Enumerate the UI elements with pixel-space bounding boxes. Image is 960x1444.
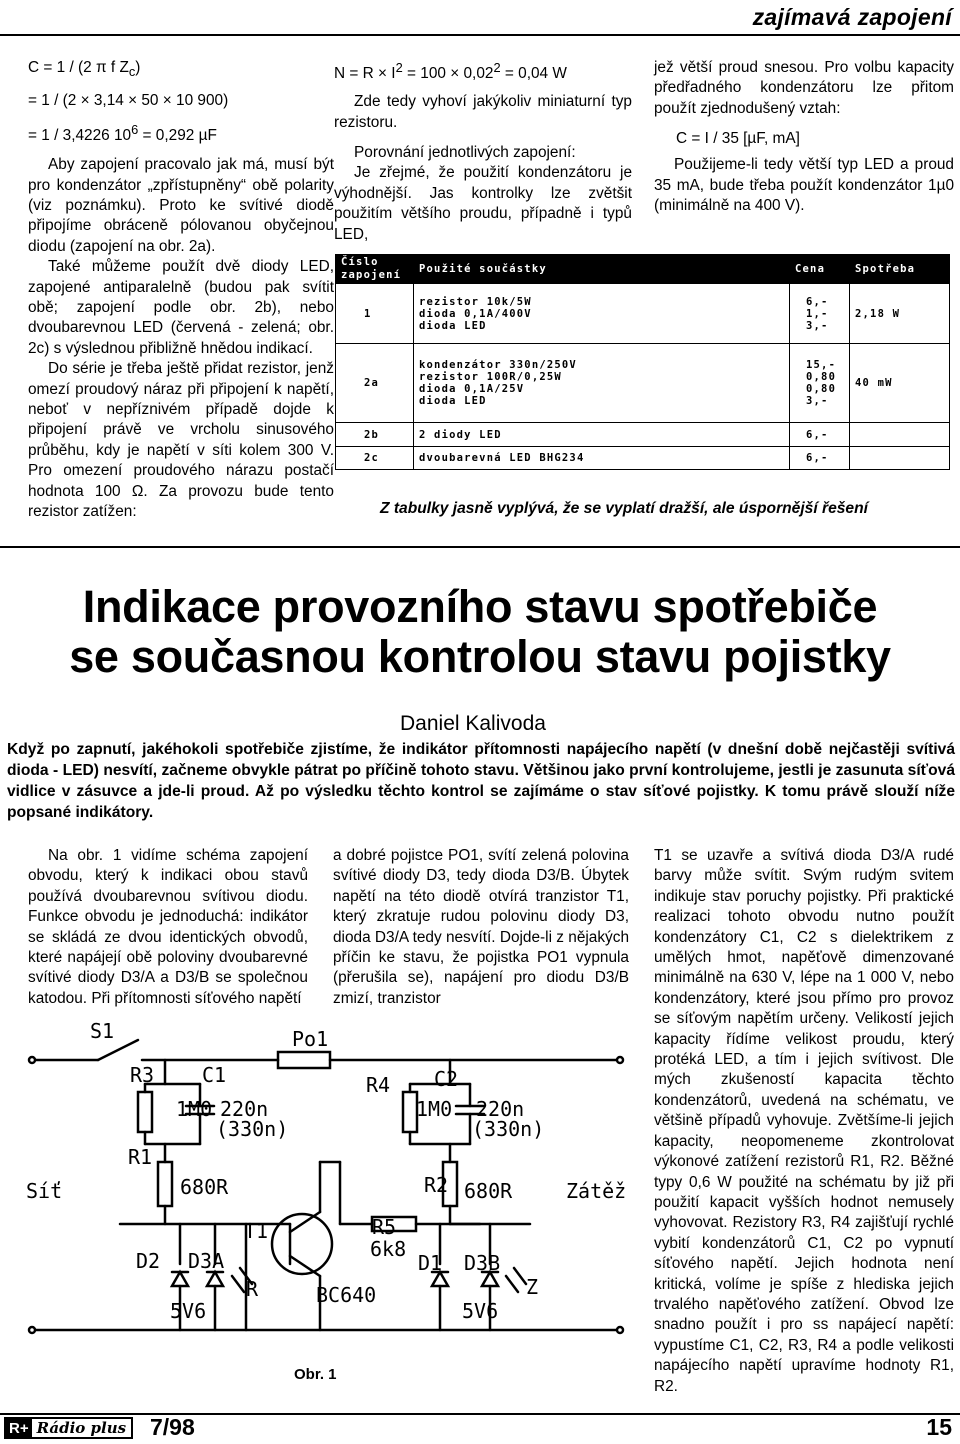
- label-c1: C1: [202, 1063, 227, 1087]
- logo-mark: R+: [6, 1419, 32, 1437]
- table-row: [336, 344, 950, 423]
- table-cell: 2b: [336, 423, 414, 446]
- table-cell: [850, 423, 950, 446]
- label-led-r: R: [246, 1277, 259, 1301]
- table-header: Použité součástky: [414, 255, 790, 284]
- label-s1: S1: [90, 1019, 115, 1043]
- header-rule: [0, 34, 960, 36]
- table-caption: Z tabulky jasně vyplývá, že se vyplatí dražší, ale úspornější řešení: [380, 500, 868, 517]
- label-d2: D2: [136, 1249, 161, 1273]
- label-po1: Po1: [292, 1027, 329, 1051]
- comparison-table: [335, 254, 950, 470]
- table-row: [336, 446, 950, 469]
- label-r1-value: 680R: [180, 1175, 229, 1199]
- label-d1-value: 5V6: [462, 1299, 499, 1323]
- label-c1-value: 220n: [220, 1097, 269, 1121]
- table-cell: 1: [336, 284, 414, 344]
- table-cell: rezistor 10k/5W dioda 0,1A/400V dioda LED: [414, 284, 790, 344]
- label-d3b: D3B: [464, 1251, 501, 1275]
- label-c2-value: 220n: [476, 1097, 525, 1121]
- label-c2: C2: [434, 1067, 459, 1091]
- issue-number: 7/98: [150, 1414, 195, 1440]
- logo-name: Rádio plus: [36, 1419, 127, 1437]
- label-c1-alt: (330n): [216, 1117, 289, 1141]
- magazine-logo: [4, 1417, 133, 1439]
- section-title: zajímavá zapojení: [752, 4, 952, 30]
- paragraph: Je zřejmé, že použití kondenzátoru je výhodnější. Jas kontrolky lze zvětšit použitím většího proudu, případně i typů LED,: [334, 164, 632, 243]
- paragraph: Na obr. 1 vidíme schéma zapojení obvodu, který k indikaci obou stavů používá dvoubarevnou svítivou diodu. Funkce obvodu je jednoduchá: indikátor se skládá ze dvou identických obvodů, které napájejí obě poloviny dvoubarevné svítivé diody D3/A a D3/B se společnou katodou. Při přítomnosti síťového napětí: [28, 847, 308, 1007]
- label-r1: R1: [128, 1145, 153, 1169]
- table-cell: [850, 446, 950, 469]
- table-header: Spotřeba: [850, 255, 950, 284]
- table-cell: 6,-: [790, 446, 850, 469]
- article-author: Daniel Kalivoda: [400, 712, 546, 735]
- equation-capacity: C = I / 35 [µF, mA]: [676, 130, 800, 148]
- article-column-1: [28, 846, 308, 1009]
- paragraph: Aby zapojení pracovalo jak má, musí být pro kondenzátor „zpřístupněny“ obě polarity (viz poznámku). Proto ke svítivé diodě připojíme obráceně pólovanou obyčejnou diodu (zapojení na obr. 2a).: [28, 156, 334, 255]
- section-divider: [0, 546, 960, 548]
- top-column-2: [334, 58, 632, 245]
- label-r4: R4: [366, 1073, 391, 1097]
- label-load: Zátěž: [566, 1179, 627, 1203]
- table-cell: 6,-: [790, 423, 850, 446]
- label-d3a: D3A: [188, 1249, 225, 1273]
- table-row: [336, 284, 950, 344]
- table-cell: 6,- 1,- 3,-: [790, 284, 850, 344]
- table-header: Cena: [790, 255, 850, 284]
- table-cell: 2 diody LED: [414, 423, 790, 446]
- table-cell: 40 mW: [850, 344, 950, 423]
- label-d1: D1: [418, 1251, 443, 1275]
- paragraph: Zde tedy vyhoví jakýkoliv miniaturní typ rezistoru.: [334, 93, 632, 131]
- table-row: [336, 423, 950, 446]
- figure-label: Obr. 1: [294, 1366, 337, 1383]
- label-r5-value: 6k8: [370, 1237, 407, 1261]
- top-column-3: [654, 58, 954, 216]
- footer-rule: [0, 1413, 960, 1415]
- paragraph: Také můžeme použít dvě diody LED, zapojené antiparalelně (budou pak svítit obě; zapojení podle obr. 2b), nebo dvoubarevnou LED (červená - zelená; obr. 2c) s výslednou přibližně hnědou indikací.: [28, 258, 334, 357]
- table-cell: dvoubarevná LED BHG234: [414, 446, 790, 469]
- label-led-z: Z: [526, 1275, 539, 1299]
- label-d2-value: 5V6: [170, 1299, 207, 1323]
- equation-2: = 1 / (2 × 3,14 × 50 × 10 900): [28, 92, 229, 110]
- paragraph: Do série je třeba ještě přidat rezistor, jenž omezí proudový náraz při připojení k napětí, neboť v nepříznivém případě dojde k připojení právě ve vrcholu sinusového průběhu, kdy je napětí v síti kolem 300 V. Pro omezení proudového nárazu postačí hodnota 100 Ω. Za provozu bude tento rezistor zatížen:: [28, 360, 334, 521]
- table-cell: 15,- 0,80 0,80 3,-: [790, 344, 850, 423]
- top-column-1: [28, 58, 334, 523]
- label-r3: R3: [130, 1063, 155, 1087]
- label-r2-value: 680R: [464, 1179, 513, 1203]
- article-intro: Když po zapnutí, jakéhokoli spotřebiče zjistíme, že indikátor přítomnosti napájecího napětí (v dnešní době nejčastěji svítivá dioda - LED) nesvítí, začneme obvykle pátrat po příčině tohoto stavu. Většinou jako první kontrolujeme, jestli je zasunuta síťová vidlice v zásuvce a jde-li proud. Až po výsledku těchto kontrol se zajímáme o stav síťové pojistky. K tomu právě slouží níže popsané indikátory.: [7, 741, 955, 821]
- equation-1: C = 1 / (2 π f $Z_c$): [28, 59, 141, 80]
- label-r3-value: 1M0: [176, 1097, 213, 1121]
- label-r4-value: 1M0: [416, 1097, 453, 1121]
- paragraph: a dobré pojistce PO1, svítí zelená polovina svítivé diody D3, tedy dioda D3/B. Úbytek napětí na této diodě otvírá tranzistor T1, který zkratuje rudou polovinu diody D3, dioda D3/A tedy nesvítí. Dojde-li z nějakých příčin ke stavu, že pojistka PO1 vypnula (přerušila se), napájení pro diodu D3/B zmizí, tranzistor: [333, 847, 629, 1007]
- paragraph: jež větší proud snesou. Pro volbu kapacity předřadného kondenzátoru lze přitom použít zjednodušený vztah:: [654, 59, 954, 117]
- equation-power: $N = R \times I^2 = 100 \times 0,02^2 = 0,04$ W: [334, 60, 567, 83]
- label-r5: R5: [372, 1215, 397, 1239]
- label-t1-type: BC640: [316, 1283, 377, 1307]
- paragraph: T1 se uzavře a svítivá dioda D3/A rudé barvy může svítit. Svým rudým svitem indikuje stav poruchy pojistky. Při praktické realizaci tohoto obvodu nutno použít kondenzátory C1, C2 s dielektrikem z umělých hmot, napěťově dimenzované minimálně na 630 V, lépe na 1 000 V, nebo kondenzátory, které jsou přímo pro provoz se síťovým napětím určeny. Velikostí jejich kapacity řídíme velikost proudu, který protéká LED, a tím i jejich svítivost. Dle mých zkušeností kapacita těchto kondenzátorů, uvedená na schématu, ve většině případů vyhovuje. Zvětšíme-li jejich kapacity, neopomeneme zkontrolovat výkonové zatížení rezistorů R1, R2. Běžné typy 0,6 W použité na schématu by již při použití kapacit vyšších hodnot nemusely vyhovovat. Rezistory R3, R4 zajišťují rychlé vybití kondenzátorů C1, C2 po vypnutí síťového napětí. Jejich hodnota není kritická, volíme je spíše z hlediska jejich trvalého napěťového zatížení. Obvod lze snadno použít i pro ss napájecí napětí: vypustíme C1, C2, R3, R4 a podle velikosti napájecího napětí upravíme hodnoty R1, R2.: [654, 847, 954, 1395]
- article-column-2: [333, 846, 629, 1009]
- paragraph: Použijeme-li tedy větší typ LED a proud 35 mA, bude třeba použít kondenzátor 1µ0 (minimálně na 400 V).: [654, 156, 954, 215]
- table-header: Číslo zapojení: [336, 255, 414, 284]
- equation-3: = 1 / 3,4226 $10^6 = 0,292$ µF: [28, 122, 217, 145]
- table-cell: 2,18 W: [850, 284, 950, 344]
- table-cell: kondenzátor 330n/250V rezistor 100R/0,25W dioda 0,1A/25V dioda LED: [414, 344, 790, 423]
- circuit-schematic: [10, 1012, 640, 1372]
- article-column-3: [654, 846, 954, 1397]
- table-cell: 2a: [336, 344, 414, 423]
- label-r2: R2: [424, 1173, 449, 1197]
- label-c2-alt: (330n): [472, 1117, 545, 1141]
- paragraph: Porovnání jednotlivých zapojení:: [354, 143, 576, 161]
- label-t1: T1: [244, 1219, 269, 1243]
- table-cell: 2c: [336, 446, 414, 469]
- article-title: Indikace provozního stavu spotřebiče se současnou kontrolou stavu pojistky: [69, 581, 891, 682]
- label-mains: Síť: [26, 1179, 63, 1203]
- page-number: 15: [926, 1414, 952, 1440]
